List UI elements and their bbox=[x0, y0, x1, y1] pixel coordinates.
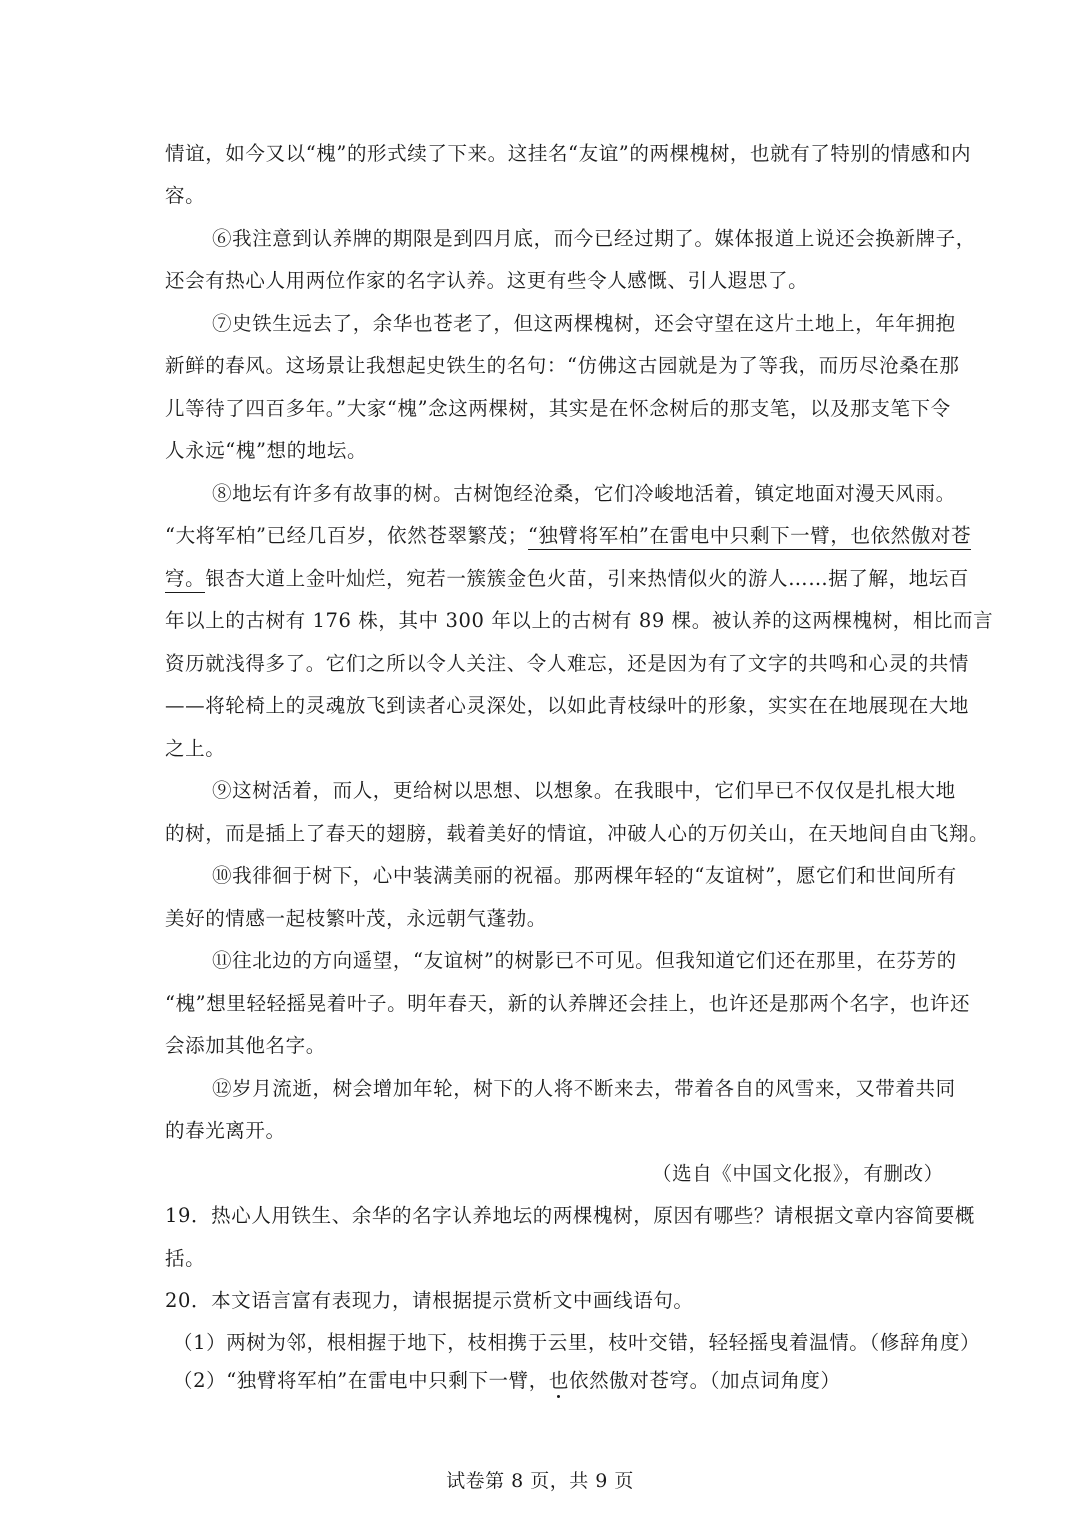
paragraph-11-line-1: ⑪往北边的方向遥望，“友谊树”的树影已不可见。但我知道它们还在那里，在芬芳的 bbox=[212, 949, 957, 972]
question-19-line-2: 括。 bbox=[165, 1247, 206, 1270]
paragraph-9-line-1: ⑨这树活着，而人，更给树以思想、以想象。在我眼中，它们早已不仅仅是扎根大地 bbox=[212, 779, 956, 802]
paragraph-8-line-6: ——将轮椅上的灵魂放飞到读者心灵深处，以如此青枝绿叶的形象，实实在在地展现在大地 bbox=[165, 694, 970, 717]
paragraph-8-text: “大将军柏”已经几百岁，依然苍翠繁茂； bbox=[165, 524, 528, 547]
paragraph-10-line-1: ⑩我徘徊于树下，心中装满美丽的祝福。那两棵年轻的“友谊树”，愿它们和世间所有 bbox=[212, 864, 957, 887]
paragraph-8-line-3 bbox=[165, 566, 969, 592]
paragraph-11-line-2: “槐”想里轻轻摇晃着叶子。明年春天，新的认养牌还会挂上，也许还是那两个名字，也许还 bbox=[165, 992, 971, 1015]
question-20-part-1: （1）两树为邻，根相握于地下，枝相携于云里，枝叶交错，轻轻摇曳着温情。（修辞角度） bbox=[173, 1331, 981, 1354]
paragraph-7-line-3: 儿等待了四百多年。”大家“槐”念这两棵树，其实是在怀念树后的那支笔，以及那支笔下令 bbox=[165, 397, 951, 420]
paragraph-6-line-2: 还会有热心人用两位作家的名字认养。这更有些令人感慨、引人遐思了。 bbox=[165, 269, 809, 292]
question-20-part-2-text-end: 依然傲对苍穹。（加点词角度） bbox=[568, 1369, 841, 1392]
paragraph-8-line-5: 资历就浅得多了。它们之所以令人关注、令人难忘，还是因为有了文字的共鸣和心灵的共情 bbox=[165, 652, 970, 675]
paragraph-8-text: 银杏大道上金叶灿烂，宛若一簇簇金色火苗，引来热情似火的游人……据了解，地坛百 bbox=[205, 567, 970, 590]
paragraph-8-line-7: 之上。 bbox=[165, 737, 226, 760]
paragraph-5-line-1: 情谊，如今又以“槐”的形式续了下来。这挂名“友谊”的两棵槐树，也就有了特别的情感和内 bbox=[165, 142, 972, 165]
question-20-part-2-text: （2）“独臂将军柏”在雷电中只剩下一臂， bbox=[173, 1369, 549, 1392]
paragraph-9-line-2: 的树，而是插上了春天的翅膀，载着美好的情谊，冲破人心的万仞关山，在天地间自由飞翔。 bbox=[165, 822, 990, 845]
paragraph-7-line-2: 新鲜的春风。这场景让我想起史铁生的名句：“仿佛这古园就是为了等我，而历尽沧桑在那 bbox=[165, 354, 960, 377]
paragraph-8-line-4: 年以上的古树有 176 株，其中 300 年以上的古树有 89 棵。被认养的这两棵槐树，相比而言 bbox=[165, 609, 994, 632]
page-footer: 试卷第 8 页，共 9 页 bbox=[446, 1470, 634, 1492]
paragraph-10-line-2: 美好的情感一起枝繁叶茂，永远朝气蓬勃。 bbox=[165, 907, 547, 930]
paragraph-8-line-2 bbox=[165, 523, 971, 549]
paragraph-7-line-4: 人永远“槐”想的地坛。 bbox=[165, 439, 368, 462]
paragraph-6-line-1: ⑥我注意到认养牌的期限是到四月底，而今已经过期了。媒体报道上说还会换新牌子， bbox=[212, 227, 976, 250]
underlined-sentence: “独臂将军柏”在雷电中只剩下一臂，也依然傲对苍 bbox=[528, 524, 971, 550]
paragraph-8-line-1: ⑧地坛有许多有故事的树。古树饱经沧桑，它们冷峻地活着，镇定地面对漫天风雨。 bbox=[212, 482, 956, 505]
dotted-word: 也 bbox=[548, 1369, 569, 1392]
paragraph-11-line-3: 会添加其他名字。 bbox=[165, 1034, 326, 1057]
question-20: 20．本文语言富有表现力，请根据提示赏析文中画线语句。 bbox=[165, 1289, 694, 1312]
article-source: （选自《中国文化报》，有删改） bbox=[652, 1162, 944, 1185]
underlined-sentence-end: 穹。 bbox=[165, 567, 205, 593]
paragraph-12-line-1: ⑫岁月流逝，树会增加年轮，树下的人将不断来去，带着各自的风雪来，又带着共同 bbox=[212, 1077, 956, 1100]
paragraph-5-line-2: 容。 bbox=[165, 184, 206, 207]
question-19-line-1: 19．热心人用铁生、余华的名字认养地坛的两棵槐树，原因有哪些？请根据文章内容简要概 bbox=[165, 1204, 975, 1227]
paragraph-7-line-1: ⑦史铁生远去了，余华也苍老了，但这两棵槐树，还会守望在这片土地上，年年拥抱 bbox=[212, 312, 956, 335]
question-20-part-2 bbox=[173, 1368, 841, 1394]
paragraph-12-line-2: 的春光离开。 bbox=[165, 1119, 286, 1142]
